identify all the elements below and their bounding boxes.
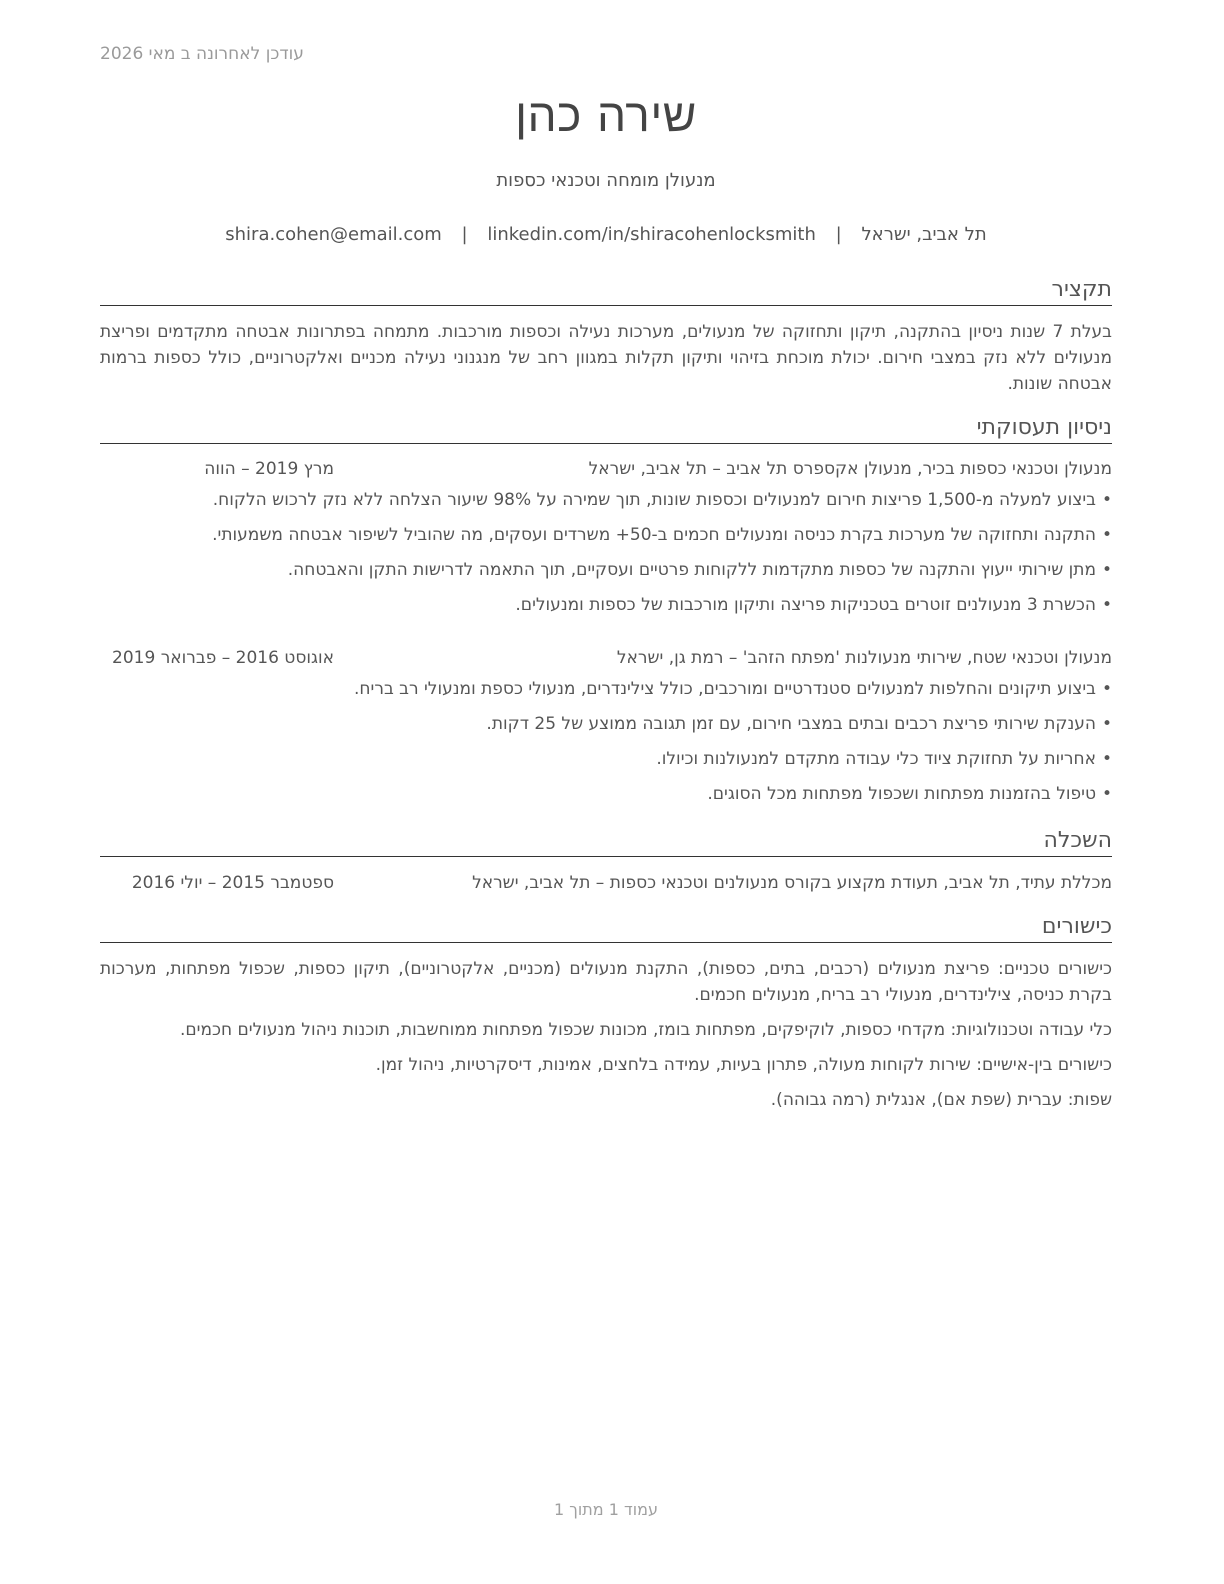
resume-page: [100, 0, 1112, 1584]
contact-separator: |: [461, 224, 468, 245]
skill-item: שפות: עברית (שפת אם), אנגלית (רמה גבוהה).: [770, 1090, 1112, 1110]
job-bullet: • טיפול בהזמנות מפתחות ושכפול מפתחות מכל הסוגים.: [100, 781, 1112, 816]
candidate-title: מנעולן מומחה וטכנאי כספות: [496, 170, 716, 191]
job-bullet: • הכשרת 3 מנעולנים זוטרים בטכניקות פריצה ותיקון מורכבות של כספות ומנעולים.: [100, 592, 1112, 627]
job-bullet: • מתן שירותי ייעוץ והתקנה של כספות מתקדמות ללקוחות פרטיים ועסקיים, תוך התאמה לדרישות התקן והאבטחה.: [100, 557, 1112, 592]
education-row: [100, 870, 1112, 896]
job-header: [100, 645, 1112, 671]
job-bullet: • אחריות על תחזוקת ציוד כלי עבודה מתקדם למנעולנות וכיולו.: [100, 746, 1112, 781]
last-updated-text: עודכן לאחרונה ב מאי 2026: [100, 44, 304, 64]
job-header: [100, 456, 1112, 482]
summary-text: בעלת 7 שנות ניסיון בהתקנה, תיקון ותחזוקה של מנעולים, מערכות נעילה וכספות מורכבות. מתמחה בפתרונות אבטחה מתקדמים ופריצת מנעולים ללא נזק במצבי חירום. יכולת מוכחת בזיהוי ותיקון תקלות במגוון רחב של מנגנוני נעילה מכניים ואלקטרוניים, כולל כספות ברמות אבטחה שונות.: [100, 322, 1112, 394]
job-bullet: • התקנה ותחזוקה של מערכות בקרת כניסה ומנעולים חכמים ב-50+ משרדים ועסקים, מה שהוביל לשיפור אבטחה משמעותי.: [100, 522, 1112, 557]
contact-email[interactable]: shira.cohen@email.com: [225, 224, 442, 245]
job-bullet: • ביצוע למעלה מ-1,500 פריצות חירום למנעולים וכספות שונות, תוך שמירה על 98% שיעור הצלחה ללא נזק לרכוש הלקוח.: [100, 487, 1112, 522]
job-role: מנעולן וטכנאי כספות בכיר, מנעולן אקספרס תל אביב – תל אביב, ישראל: [588, 459, 1112, 479]
job-bullets: [100, 487, 1112, 627]
job-role: מנעולן וטכנאי שטח, שירותי מנעולנות 'מפתח הזהב' – רמת גן, ישראל: [616, 648, 1112, 668]
contact-separator: |: [835, 224, 842, 245]
job-bullet: • הענקת שירותי פריצת רכבים ובתים במצבי חירום, עם זמן תגובה ממוצע של 25 דקות.: [100, 711, 1112, 746]
experience-heading: ניסיון תעסוקתי: [100, 414, 1112, 444]
job-dates: מרץ 2019 – הווה: [204, 459, 334, 479]
skills-heading: כישורים: [100, 913, 1112, 943]
summary-heading: תקציר: [100, 276, 1112, 306]
job-dates: אוגוסט 2016 – פברואר 2019: [112, 648, 334, 668]
job-bullets: [100, 676, 1112, 816]
skill-item: כישורים טכניים: פריצת מנעולים (רכבים, בתים, כספות), התקנת מנעולים (מכניים, אלקטרוניים), תיקון כספות, שכפול מפתחות, מערכות בקרת כניסה, צילינדרים, מנעולי רב בריח, מנעולים חכמים.: [100, 959, 1112, 1005]
candidate-name: שירה כהן: [515, 88, 697, 142]
contact-line: [100, 224, 1112, 245]
education-degree: מכללת עתיד, תל אביב, תעודת מקצוע בקורס מנעולנים וטכנאי כספות – תל אביב, ישראל: [472, 873, 1112, 893]
skill-item: כישורים בין-אישיים: שירות לקוחות מעולה, פתרון בעיות, עמידה בלחצים, אמינות, דיסקרטיות, ניהול זמן.: [375, 1055, 1112, 1075]
skill-item: כלי עבודה וטכנולוגיות: מקדחי כספות, לוקיפקים, מפתחות בומז, מכונות שכפול מפתחות ממוחשבות, תוכנות ניהול מנעולים חכמים.: [179, 1020, 1112, 1040]
contact-linkedin[interactable]: linkedin.com/in/shiracohenlocksmith: [487, 224, 816, 245]
education-dates: ספטמבר 2015 – יולי 2016: [131, 873, 334, 893]
education-heading: השכלה: [100, 827, 1112, 857]
contact-location: תל אביב, ישראל: [861, 224, 987, 245]
job-bullet: • ביצוע תיקונים והחלפות למנעולים סטנדרטיים ומורכבים, כולל צילינדרים, מנעולי כספת ומנעולי רב בריח.: [100, 676, 1112, 711]
page-number-footer: עמוד 1 מתוך 1: [554, 1500, 658, 1519]
skills-list: [100, 956, 1112, 1122]
